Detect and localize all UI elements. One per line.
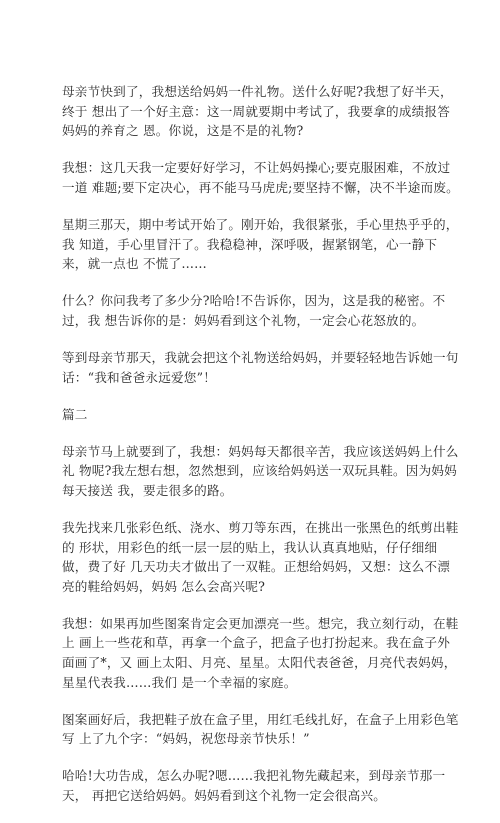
paragraph-8: 我想：如果再加些图案肯定会更加漂亮一些。想完，我立刻行动，在鞋上 画上一些花和草，再拿一个盒子，把盒子也打扮起来。我在盒子外面画了*，又 画上太阳、月亮、星星。太阳代表爸爸，月亮代表妈妈，星星代表我……我们 是一个幸福的家庭。	[62, 615, 459, 690]
paragraph-7: 我先找来几张彩色纸、浇水、剪刀等东西，在挑出一张黑色的纸剪出鞋的 形状，用彩色的纸一层一层的贴上，我认认真真地贴，仔仔细细做，费了好 几天功夫才做出了一双鞋。正想给妈妈，又想：这么不漂亮的鞋给妈妈，妈妈 怎么会高兴呢?	[62, 520, 459, 594]
paragraph-5: 等到母亲节那天，我就会把这个礼物送给妈妈，并要轻轻地告诉她一句 话：“我和爸爸永远爱您”！	[62, 349, 459, 385]
article-body	[62, 82, 462, 823]
paragraph-10: 哈哈!大功告成，怎么办呢?嗯……我把礼物先藏起来，到母亲节那一天， 再把它送给妈妈。妈妈看到这个礼物一定会很高兴。	[62, 768, 446, 804]
paragraph-1: 母亲节快到了，我想送给妈妈一件礼物。送什么好呢?我想了好半天，终于 想出了一个好主意：这一周就要期中考试了，我要拿的成绩报答妈妈的养育之 恩。你说，这是不是的礼物?	[62, 84, 453, 139]
paragraph-6: 母亲节马上就要到了，我想：妈妈每天都很辛苦，我应该送妈妈上什么礼 物呢?我左想右想，忽然想到，应该给妈妈送一双玩具鞋。因为妈妈每天接送 我，要走很多的路。	[62, 443, 459, 498]
paragraph-3: 星期三那天，期中考试开始了。刚开始，我很紧张，手心里热乎乎的，我 知道，手心里冒汗了。我稳稳神，深呼吸，握紧钢笔，心一静下来，就一点也 不慌了……	[62, 216, 459, 272]
paragraph-4: 什么？你问我考了多少分?哈哈!不告诉你，因为，这是我的秘密。不过，我 想告诉你的是：妈妈看到这个礼物，一定会心花怒放的。	[62, 293, 446, 328]
paragraph-2: 我想：这几天我一定要好好学习，不让妈妈操心;要克服困难，不放过一道 难题;要下定决心，再不能马马虎虎;要坚持不懈，决不半途而废。	[62, 160, 459, 195]
paragraph-9: 图案画好后，我把鞋子放在盒子里，用红毛线扎好，在盒子上用彩色笔写 上了九个字：“妈妈，祝您母亲节快乐！”	[62, 711, 459, 747]
section-heading: 篇二	[62, 406, 88, 422]
